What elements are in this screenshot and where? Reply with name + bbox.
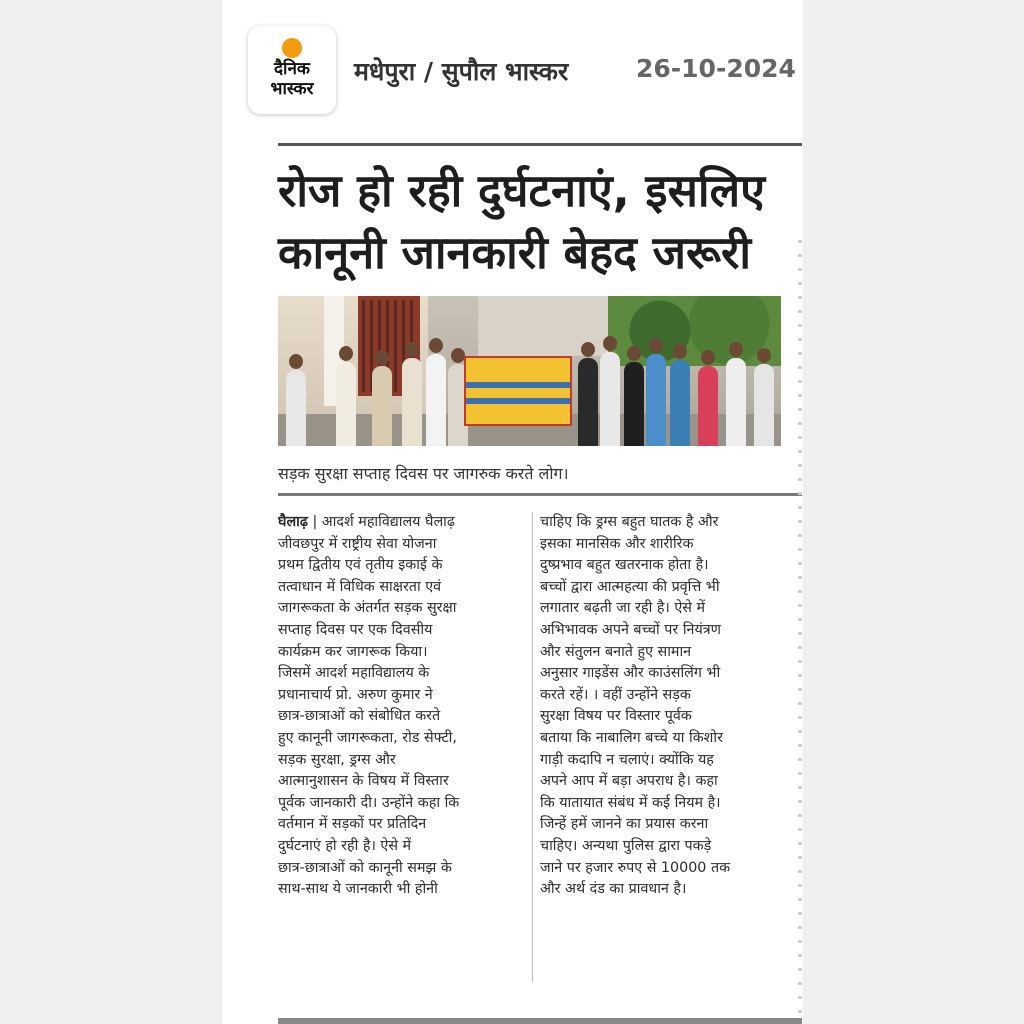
photo-person-head (649, 338, 663, 353)
logo-text-line2: भास्कर (270, 79, 314, 99)
photo-person-head (581, 342, 595, 357)
photo-person (578, 358, 598, 446)
column-line: छात्र-छात्राओं को संबोधित करते (278, 708, 441, 725)
photo-person-head (603, 336, 617, 351)
article-headline (278, 160, 788, 284)
banner-stripe (466, 398, 570, 404)
edition-name: मधेपुरा / सुपौल भास्कर (354, 57, 569, 86)
masthead-divider (278, 143, 802, 146)
dainik-bhaskar-logo (248, 26, 336, 114)
column-line: प्रधानाचार्य प्रो. अरुण कुमार ने (278, 686, 433, 703)
column-line: हुए कानूनी जागरूकता, रोड सेफ्टी, (278, 729, 457, 746)
column-line: गाड़ी कदापि न चलाएं। क्योंकि यह (540, 751, 714, 768)
column-line: इसका मानसिक और शारीरिक (540, 535, 694, 552)
column-line: आत्मानुशासन के विषय में विस्तार (278, 773, 449, 790)
column-line: साथ-साथ ये जानकारी भी होनी (278, 881, 438, 898)
column-line: प्रथम द्वितीय एवं तृतीय इकाई के (278, 557, 443, 574)
banner-stripe (466, 382, 570, 388)
article-column-right (540, 512, 786, 901)
photo-caption: सड़क सुरक्षा सप्ताह दिवस पर जागरुक करते लोग। (278, 464, 569, 483)
column-line: करते रहें। । वहीं उन्होंने सड़क (540, 686, 691, 703)
photo-person (286, 370, 306, 446)
column-divider (532, 512, 533, 982)
sun-icon (282, 38, 302, 58)
photo-person (754, 364, 774, 446)
bottom-divider (278, 1018, 802, 1024)
column-line: जाने पर हजार रुपए से 10000 तक (540, 859, 731, 876)
column-line: चाहिए कि ड्रग्स बहुत घातक है और (540, 514, 719, 530)
column-line: दुर्घटनाएं हो रही है। ऐसे में (278, 837, 412, 854)
column-line: सप्ताह दिवस पर एक दिवसीय (278, 621, 433, 638)
photo-person-head (405, 342, 419, 357)
column-line (278, 512, 524, 534)
photo-person-head (673, 344, 687, 359)
photo-person (426, 354, 446, 446)
column-line: सुरक्षा विषय पर विस्तार पूर्वक (540, 708, 692, 725)
column-line: छात्र-छात्राओं को कानूनी समझ के (278, 859, 452, 876)
column-body (278, 534, 524, 901)
photo-person-head (701, 350, 715, 365)
photo-person-head (339, 346, 353, 361)
column-line: वर्तमान में सड़कों पर प्रतिदिन (278, 816, 427, 833)
column-body (540, 512, 786, 901)
photo-person (646, 354, 666, 446)
column-line: सड़क सुरक्षा, ड्रग्स और (278, 751, 396, 768)
column-line: दुष्प्रभाव बहुत खतरनाक होता है। (540, 557, 709, 574)
column-line: बताया कि नाबालिग बच्चे या किशोर (540, 729, 723, 746)
photo-person-head (429, 338, 443, 353)
photo-person-head (729, 342, 743, 357)
photo-person-head (627, 346, 641, 361)
newspaper-clipping (222, 0, 803, 1024)
column-line: लगातार बढ़ती जा रही है। ऐसे में (540, 600, 706, 617)
column-line: जिसमें आदर्श महाविद्यालय के (278, 665, 430, 682)
column-line: अनुसार गाइडेंस और काउंसलिंग भी (540, 665, 721, 682)
photo-person-head (375, 350, 389, 365)
column-line: और संतुलन बनाते हुए सामान (540, 643, 692, 660)
photo-person-head (451, 348, 465, 363)
photo-banner (464, 356, 572, 426)
photo-person (402, 358, 422, 446)
column-line: बच्चों द्वारा आत्महत्या की प्रवृत्ति भी (540, 578, 720, 595)
column-line: पूर्वक जानकारी दी। उन्होंने कहा कि (278, 794, 460, 811)
first-line-text: | आदर्श महाविद्यालय घैलाढ़ (307, 514, 455, 530)
photo-person (670, 360, 690, 446)
dateline: घैलाढ़ (278, 514, 308, 530)
photo-person (600, 352, 620, 446)
column-line: अपने आप में बड़ा अपराध है। कहा (540, 773, 718, 790)
column-line: जिन्हें हमें जानने का प्रयास करना (540, 816, 709, 833)
photo-person (372, 366, 392, 446)
column-line: तत्वाधान में विधिक साक्षरता एवं (278, 578, 442, 595)
headline-line1: रोज हो रही दुर्घटनाएं, इसलिए (278, 164, 765, 217)
column-line: और अर्थ दंड का प्रावधान है। (540, 881, 687, 898)
photo-person (624, 362, 644, 446)
publication-date: 26-10-2024 (636, 54, 796, 83)
column-line: कि यातायात संबंध में कई नियम है। (540, 794, 721, 811)
column-line: अभिभावक अपने बच्चों पर नियंत्रण (540, 621, 721, 638)
column-line: कार्यक्रम कर जागरूक किया। (278, 643, 428, 660)
photo-person (336, 362, 356, 446)
photo-person (726, 358, 746, 446)
headline-line2: कानूनी जानकारी बेहद जरूरी (278, 226, 752, 279)
page-edge-texture (798, 240, 802, 1020)
column-line: जागरूकता के अंतर्गत सड़क सुरक्षा (278, 600, 457, 617)
column-line: चाहिए। अन्यथा पुलिस द्वारा पकड़े (540, 837, 712, 854)
photo-person-head (757, 348, 771, 363)
column-line: जीवछपुर में राष्ट्रीय सेवा योजना (278, 535, 437, 552)
caption-divider (278, 493, 802, 496)
article-column-left (278, 512, 524, 901)
article-photo (278, 296, 781, 446)
photo-person (698, 366, 718, 446)
logo-text-line1: दैनिक (274, 59, 310, 79)
photo-person-head (289, 354, 303, 369)
